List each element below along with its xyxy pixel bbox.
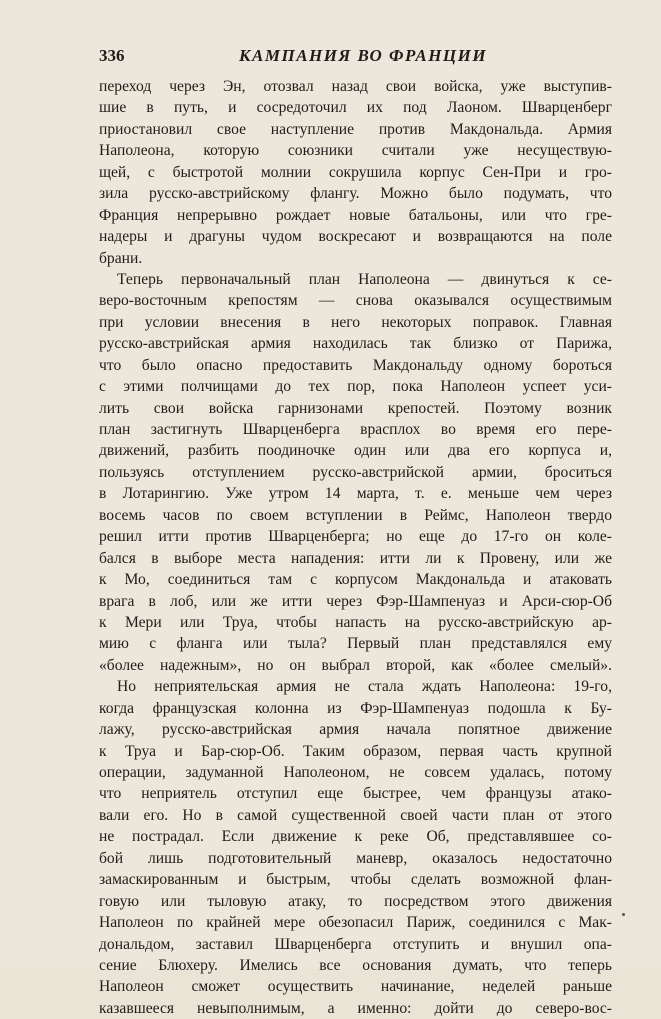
text-line: говую или тыловую атаку, то посредством этого движения bbox=[99, 892, 612, 910]
body-text bbox=[99, 76, 612, 1019]
text-line: Наполеона, которую союзники считали уже несуществую- bbox=[99, 142, 612, 160]
text-line: движений, разбить поодиночке один или два его корпуса и, bbox=[99, 442, 612, 460]
text-line: дональдом, заставил Шварценберга отступить и внушил опа- bbox=[99, 935, 612, 953]
text-line: щей, с быстротой молнии сокрушила корпус Сен-При и гро- bbox=[99, 163, 612, 181]
text-line: к Мо, соединиться там с корпусом Макдональда и атаковать bbox=[99, 571, 612, 589]
text-line: зила русско-австрийскому флангу. Можно было подумать, что bbox=[99, 185, 612, 203]
text-line: вали его. Но в самой существенной своей части план от этого bbox=[99, 806, 612, 824]
text-line: брани. bbox=[99, 249, 143, 267]
page-header bbox=[99, 46, 611, 70]
text-line: бался в выборе места нападения: итти ли к Провену, или же bbox=[99, 549, 612, 567]
text-line: что неприятель отступил еще быстрее, чем французы атако- bbox=[99, 785, 612, 803]
page-number: 336 bbox=[99, 46, 125, 65]
text-line: с этими полчищами до тех пор, пока Наполеон успеет уси- bbox=[99, 378, 612, 396]
text-line: казавшееся невыполнимым, а именно: дойти до северо-вос- bbox=[99, 999, 612, 1017]
text-line: восемь часов по своем вступлении в Реймс, Наполеон твердо bbox=[99, 506, 612, 524]
text-line: при условии внесения в него некоторых поправок. Главная bbox=[99, 313, 612, 331]
text-line: шие в путь, и сосредоточил их под Лаоном. Шварценберг bbox=[99, 99, 612, 117]
text-line: Наполеон по крайней мере обезопасил Париж, соединился с Мак- bbox=[99, 914, 612, 932]
text-line: когда французская колонна из Фэр-Шампенуаз подошла к Бу- bbox=[99, 699, 612, 717]
text-line: лажу, русско-австрийская армия начала попятное движение bbox=[99, 721, 612, 739]
text-line: пользуясь отступлением русско-австрийской армии, броситься bbox=[99, 463, 612, 481]
running-title: КАМПАНИЯ ВО ФРАНЦИИ bbox=[239, 46, 488, 65]
text-line: в Лотарингию. Уже утром 14 марта, т. е. меньше чем через bbox=[99, 485, 612, 503]
text-line: Но неприятельская армия не стала ждать Наполеона: 19-го, bbox=[117, 678, 612, 696]
text-line: к Мери или Труа, чтобы напасть на русско-австрийскую ар- bbox=[99, 613, 612, 631]
text-line: русско-австрийская армия находилась так близко от Парижа, bbox=[99, 335, 612, 353]
text-line: переход через Эн, отозвал назад свои войска, уже выступив- bbox=[99, 78, 612, 95]
text-line: Наполеон сможет осуществить начинание, неделей раньше bbox=[99, 978, 612, 996]
text-line: приостановил свое наступление против Макдональда. Армия bbox=[99, 120, 612, 138]
paper-speck bbox=[622, 913, 625, 916]
text-line: надеры и драгуны чудом воскресают и возвращаются на поле bbox=[99, 228, 612, 246]
text-line: Теперь первоначальный план Наполеона — двинуться к се- bbox=[117, 270, 612, 288]
text-line: что было опасно предоставить Макдональду одному бороться bbox=[99, 356, 612, 374]
text-line: мию с фланга или тыла? Первый план представлялся ему bbox=[99, 635, 612, 653]
text-line: замаскированным и быстрым, чтобы сделать возможной флан- bbox=[99, 871, 612, 889]
text-line: веро-восточным крепостям — снова оказывался осуществимым bbox=[99, 292, 612, 310]
text-line: Франция непрерывно рождает новые батальоны, или что гре- bbox=[99, 206, 612, 224]
text-line: бой лишь подготовительный маневр, оказалось недостаточно bbox=[99, 849, 612, 867]
text-line: план застигнуть Шварценберга врасплох во время его пере- bbox=[99, 421, 612, 438]
text-line: лить свои войска гарнизонами крепостей. Поэтому возник bbox=[99, 399, 612, 417]
text-line: операции, задуманной Наполеоном, не совсем удалась, потому bbox=[99, 764, 612, 781]
text-line: сение Блюхеру. Имелись все основания думать, что теперь bbox=[99, 956, 612, 974]
text-line: не пострадал. Если движение к реке Об, представлявшее со- bbox=[99, 828, 612, 846]
text-line: «более надежным», но он выбрал второй, как «более смелый». bbox=[99, 656, 612, 674]
text-line: врага в лоб, или же итти через Фэр-Шампенуаз и Арси-сюр-Об bbox=[99, 592, 612, 610]
text-line: к Труа и Бар-сюр-Об. Таким образом, первая часть крупной bbox=[99, 742, 612, 760]
text-line: решил итти против Шварценберга; но еще до 17-го он коле- bbox=[99, 528, 612, 546]
